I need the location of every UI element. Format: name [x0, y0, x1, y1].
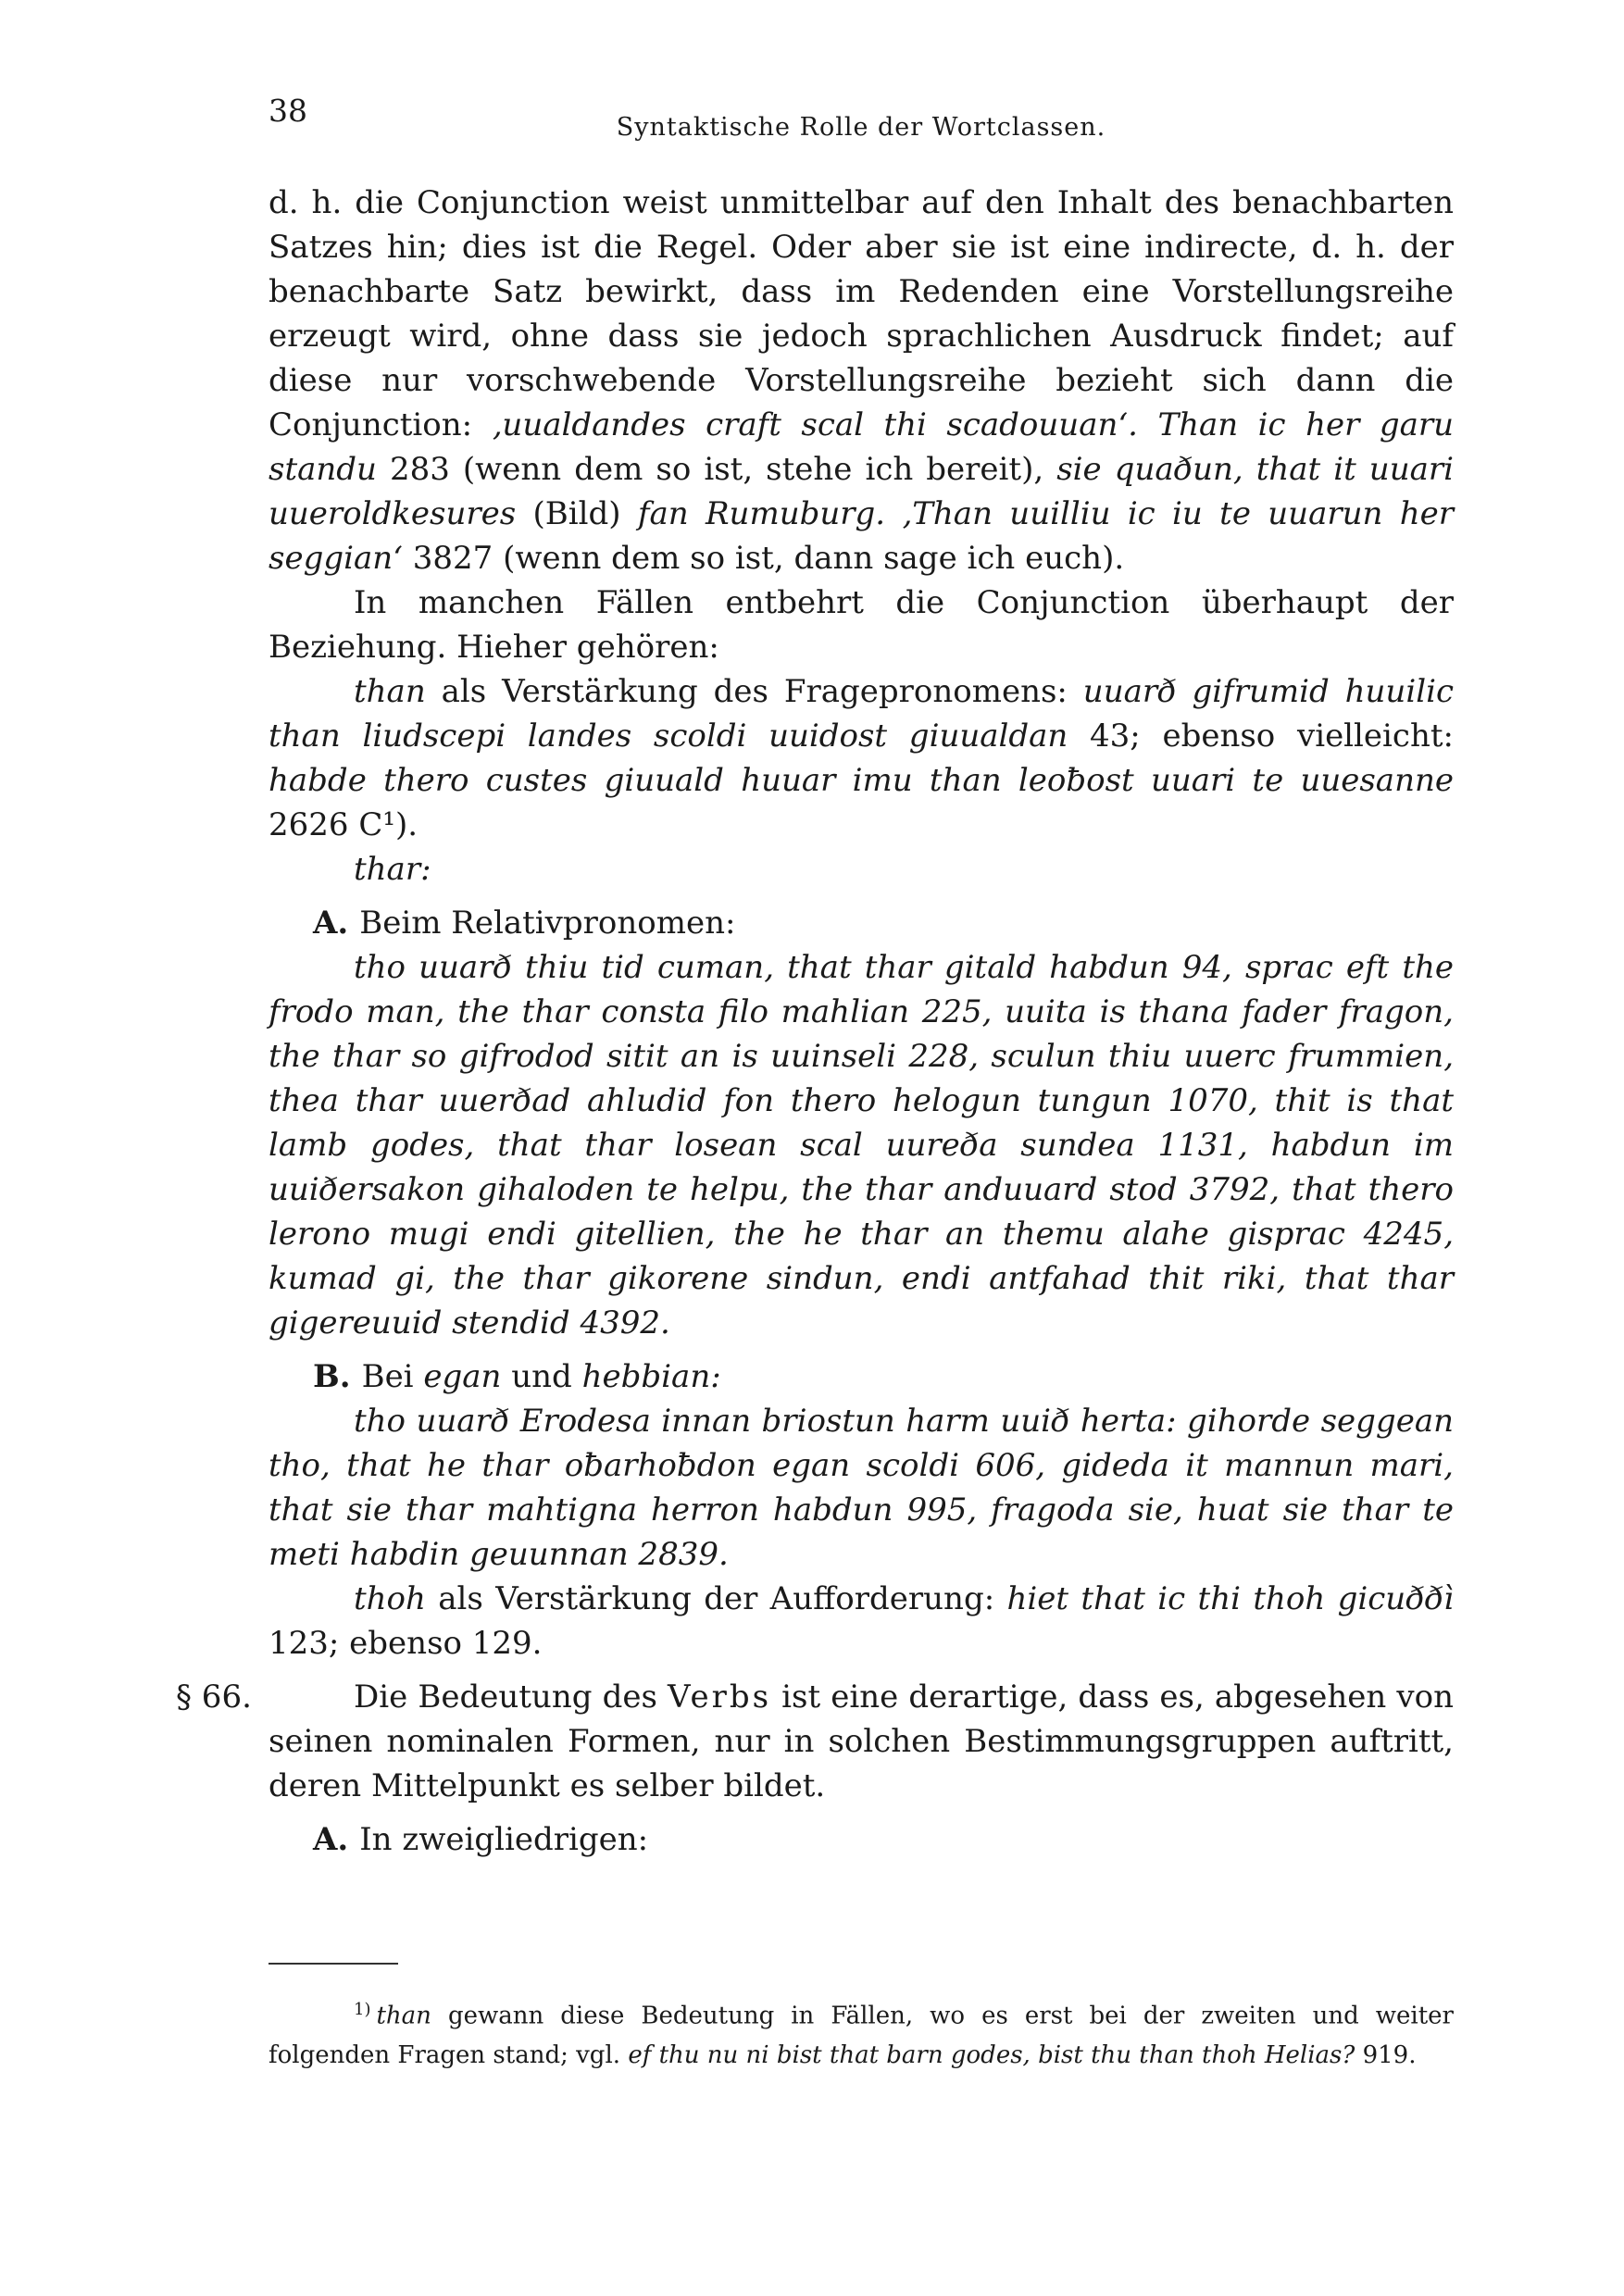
page-number: 38: [269, 93, 307, 129]
section-mark: § 66.: [176, 1678, 252, 1716]
paragraph-thoh: thoh als Verstärkung der Aufforderung: hiet that ic thi thoh gicuððì 123; ebenso 129.: [269, 1580, 1454, 1662]
page-header: [269, 93, 1454, 148]
subsection-a-heading: A. Beim Relativpronomen:: [313, 905, 736, 942]
body-text: [176, 181, 1455, 1862]
section-66-a: A. In zweigliedrigen:: [313, 1821, 649, 1858]
footnote-rule: [269, 1963, 398, 1965]
paragraph-than: than als Verstärkung des Fragepronomens: uuarð gifrumid huuilic than liudscepi landes scoldi uuidost giuualdan 43; ebenso vielleicht: habde thero custes giuuald huuar imu than leoƀost uuari te uuesanne 2626 C¹).: [269, 673, 1454, 843]
subsection-b-examples: tho uuarð Erodesa innan briostun harm uuið herta: gihorde seggean tho, that he thar oƀarhoƀdon egan scoldi 606, gideda it mannun mari, that sie thar mahtigna herron habdun 995, fragoda sie, huat sie thar te meti habdin geuunnan 2839.: [269, 1403, 1454, 1573]
paragraph-no-relation: In manchen Fällen entbehrt die Conjunction überhaupt der Beziehung. Hieher gehören:: [269, 584, 1454, 666]
paragraph-conjunction: d. h. die Conjunction weist unmittelbar auf den Inhalt des benachbarten Satzes hin; dies ist die Regel. Oder aber sie ist eine indirecte, d. h. der benachbarte Satz bewirkt, dass im Redenden eine Vorstellungsreihe erzeugt wird, ohne dass sie jedoch sprachlichen Ausdruck findet; auf diese nur vorschwebende Vorstellungsreihe bezieht sich dann die Conjunction: ‚uualdandes craft scal thi scadouuan‘. Than ic her garu standu 283 (wenn dem so ist, stehe ich bereit), sie quaðun, that it uuari uueroldkesures (Bild) fan Rumuburg. ‚Than uuilliu ic iu te uuarun her seggian‘ 3827 (wenn dem so ist, dann sage ich euch).: [269, 184, 1455, 577]
footnote: $^{1)}$ than gewann diese Bedeutung in Fällen, wo es erst bei der zweiten und weiter folgenden Fragen stand; vgl. ef thu nu ni bist that barn godes, bist thu than thoh Helias? 919.: [269, 2000, 1454, 2069]
footnote-mark: 1): [354, 2000, 371, 2019]
subsection-a-examples: tho uuarð thiu tid cuman, that thar gitald habdun 94, sprac eft the frodo man, the thar consta filo mahlian 225, uuita is thana fader fragon, the thar so gifrodod sitit an is uuinseli 228, sculun thiu uuerc frummien, thea thar uuerðad ahludid fon thero helogun tungun 1070, thit is that lamb godes, that thar losean scal uureða sundea 1131, habdun im uuiðersakon gihaloden te helpu, the thar anduuard stod 3792, that thero lerono mugi endi gitellien, the he thar an themu alahe gisprac 4245, kumad gi, the thar gikorene sindun, endi antfahad thit riki, that thar gigereuuid stendid 4392.: [269, 949, 1454, 1341]
running-title: Syntaktische Rolle der Wortclassen.: [616, 113, 1106, 142]
paragraph-thar-heading: thar:: [354, 851, 431, 888]
section-66: [176, 1675, 1454, 1862]
section-66-text: Die Bedeutung des Verbs ist eine derartige, dass es, abgesehen von seinen nominalen Formen, nur in solchen Bestimmungsgruppen auftritt, deren Mittelpunkt es selber bildet.: [269, 1678, 1454, 1804]
subsection-b-heading: B. Bei egan und hebbian:: [313, 1358, 721, 1395]
